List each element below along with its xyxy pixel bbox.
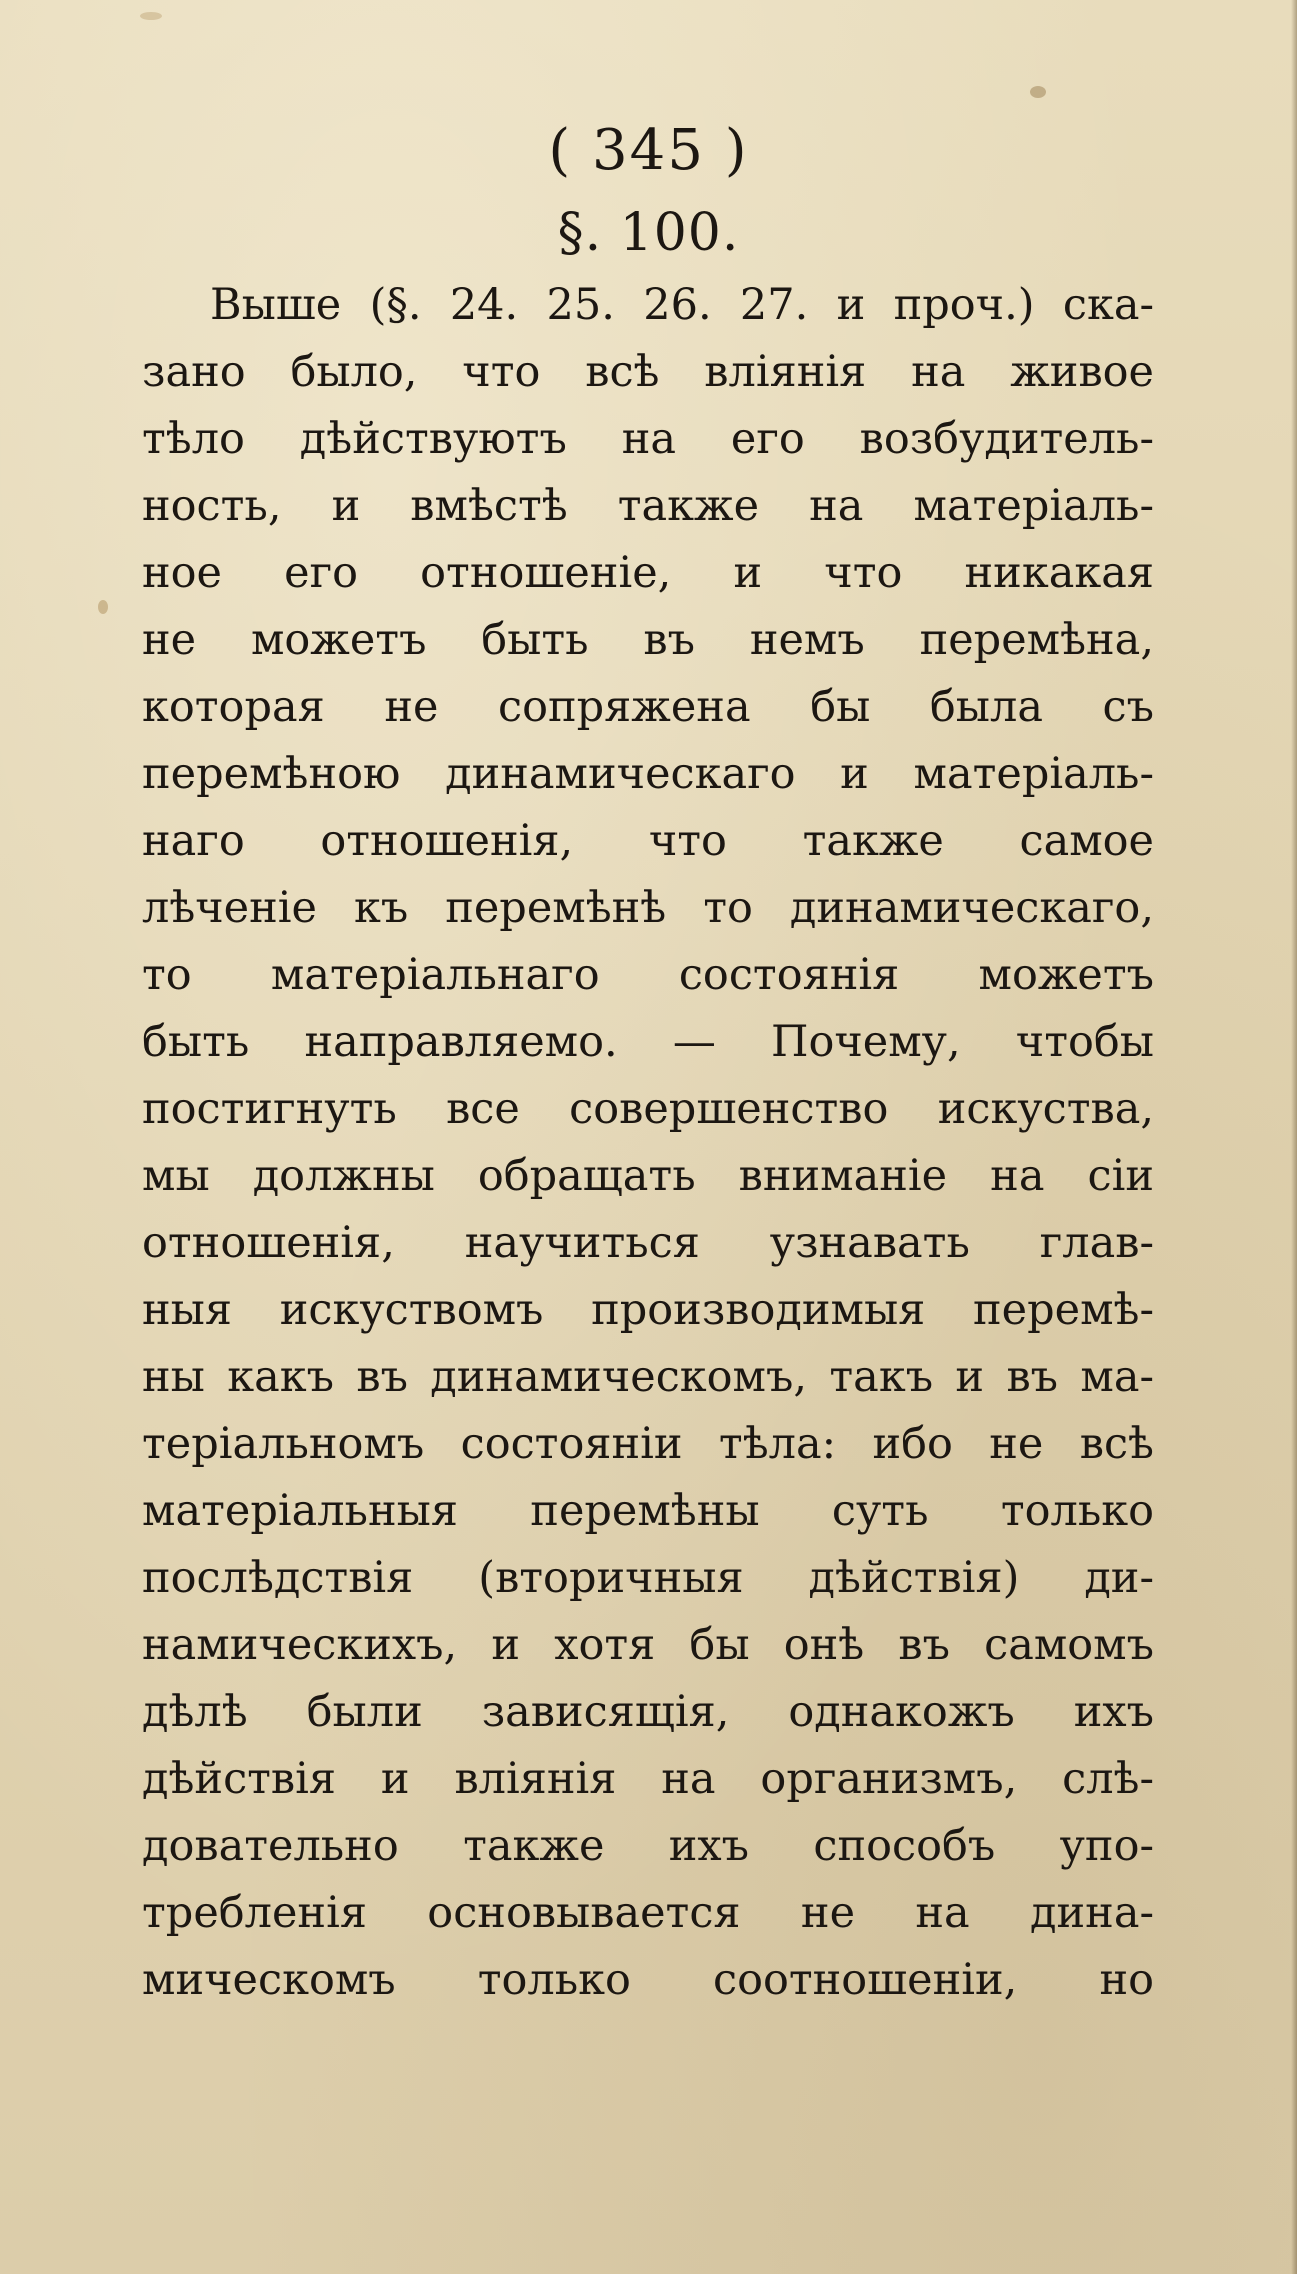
text-line: быть направляемо. — Почему, чтобы (142, 1017, 1154, 1067)
text-line: ны какъ въ динамическомъ, такъ и въ ма- (142, 1352, 1154, 1402)
text-line: Выше (§. 24. 25. 26. 27. и проч.) ска- (210, 280, 1154, 330)
page-edge-shadow (1291, 0, 1297, 2274)
text-line: лѣченiе къ перемѣнѣ то динамическаго, (142, 883, 1154, 933)
text-line: то матерiальнаго состоянiя можетъ (142, 950, 1154, 1000)
text-line: довательно также ихъ способъ упо- (142, 1821, 1154, 1871)
text-line: постигнуть все совершенство искуства, (142, 1084, 1154, 1134)
text-line: терiальномъ состоянiи тѣла: ибо не всѣ (142, 1419, 1154, 1469)
text-line: требленiя основывается не на дина- (142, 1888, 1154, 1938)
text-line: не можетъ быть въ немъ перемѣна, (142, 615, 1154, 665)
text-line: мическомъ только соотношенiи, но (142, 1955, 1154, 2005)
text-line: мы должны обращать вниманiе на сiи (142, 1151, 1154, 1201)
section-heading: §. 100. (557, 203, 740, 263)
text-line: наго отношенiя, что также самое (142, 816, 1154, 866)
text-line: дѣйствiя и влiянiя на организмъ, слѣ- (142, 1754, 1154, 1804)
page-number: ( 345 ) (548, 118, 749, 183)
text-line: перемѣною динамическаго и матерiаль- (142, 749, 1154, 799)
text-line: которая не сопряжена бы была съ (142, 682, 1154, 732)
text-line: отношенiя, научиться узнавать глав- (142, 1218, 1154, 1268)
text-line: ныя искуствомъ производимыя перемѣ- (142, 1285, 1154, 1335)
text-line: дѣлѣ были зависящiя, однакожъ ихъ (142, 1687, 1154, 1737)
text-line: послѣдствiя (вторичныя дѣйствiя) ди- (142, 1553, 1154, 1603)
text-line: тѣло дѣйствуютъ на его возбудитель- (142, 414, 1154, 464)
body-text (142, 272, 1154, 2014)
ink-speck (140, 12, 162, 20)
text-line: намическихъ, и хотя бы онѣ въ самомъ (142, 1620, 1154, 1670)
ink-speck (1030, 86, 1046, 98)
text-line: ность, и вмѣстѣ также на матерiаль- (142, 481, 1154, 531)
text-line: матерiальныя перемѣны суть только (142, 1486, 1154, 1536)
text-line: ное его отношенiе, и что никакая (142, 548, 1154, 598)
text-line: зано было, что всѣ влiянiя на живое (142, 347, 1154, 397)
ink-speck (98, 600, 108, 614)
